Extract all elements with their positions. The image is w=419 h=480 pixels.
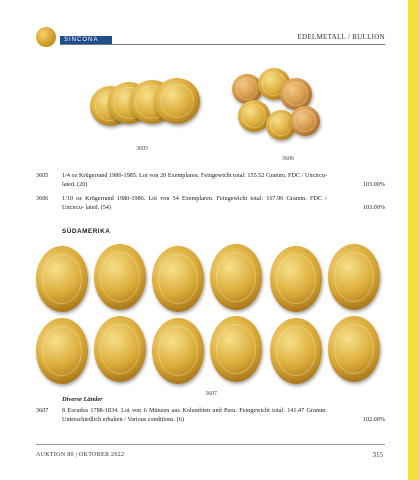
header-divider: [60, 44, 385, 45]
figure-label-3606: 3606: [282, 156, 294, 162]
logo-coin-icon: [36, 27, 56, 47]
figure-label-3605: 3605: [136, 146, 148, 152]
escudos-images: [36, 244, 386, 390]
coin-image: [94, 244, 146, 310]
coin-image: [270, 318, 322, 384]
page-header: [36, 27, 385, 49]
lot-price: 103.00%: [362, 204, 385, 211]
coin-image: [152, 246, 204, 312]
lot-entry: [36, 194, 385, 214]
header-title: EDELMETALL / BULLION: [297, 33, 385, 41]
footer-divider: [36, 444, 385, 445]
coin-image: [152, 318, 204, 384]
krugerrand-images: [82, 66, 322, 156]
coin-image: [210, 316, 262, 382]
edge-color-bar: [408, 0, 419, 480]
coin-image: [328, 316, 380, 382]
lot-price: 102.00%: [362, 416, 385, 423]
coin-image: [94, 316, 146, 382]
lot-number: 3606: [36, 195, 49, 202]
lot-description: 1/10 oz Krügerrand 1980-1986. Lot von 54 Exemplaren. Feingewicht total: 167.96 Gramm. FDC / Uncircu- lated. (54): [62, 195, 327, 211]
lot-number: 3605: [36, 172, 49, 179]
coin-image: [270, 246, 322, 312]
page-number: 315: [372, 451, 383, 459]
coin-image: [328, 244, 380, 310]
lot-number: 3607: [36, 407, 49, 414]
section-title: SÜDAMERIKA: [62, 228, 111, 235]
coin-image: [36, 318, 88, 384]
figure-label-3607: 3607: [205, 391, 217, 397]
coin-image: [36, 246, 88, 312]
logo-text: SINCONA: [64, 37, 99, 43]
lot-entry: [36, 406, 385, 426]
coin-image: [154, 78, 200, 124]
lot-description: 8 Escudos 1788-1834. Lot von 6 Münzen aus Kolumbien und Peru. Feingewicht total: 141.47 Gramm. Unterschiedlich erhalten / Various conditions. (6): [62, 407, 327, 423]
coin-image: [210, 244, 262, 310]
lot-description: 1/4 oz Krügerrand 1980-1985. Lot von 20 Exemplaren. Feingewicht total: 155.52 Gramm. FDC / Uncircu- lated. (20): [62, 172, 327, 188]
footer-auction-info: AUKTION 80 | OKTOBER 2022: [36, 452, 125, 458]
subsection-title: Diverse Länder: [62, 396, 103, 403]
lot-entry: [36, 171, 385, 191]
lot-price: 103.00%: [362, 181, 385, 188]
coin-image: [290, 106, 320, 136]
